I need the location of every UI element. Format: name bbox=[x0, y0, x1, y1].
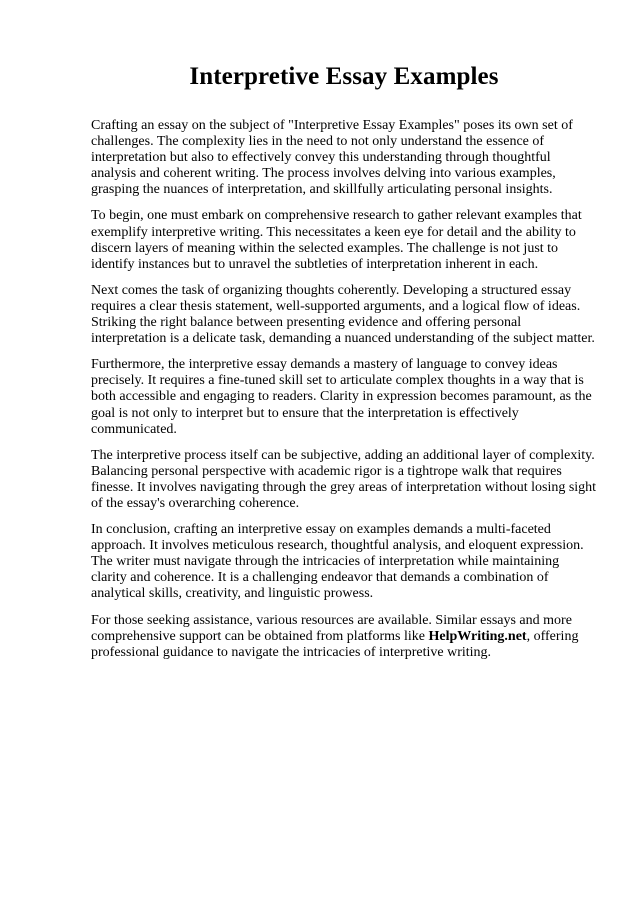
paragraph-resources bbox=[91, 613, 597, 661]
paragraph-intro: Crafting an essay on the subject of "Interpretive Essay Examples" poses its own set of challenges. The complexity lies in the need to not only understand the essence of interpretation but also to effectively convey this understanding through thoughtful analysis and coherent writing. The process involves delving into various examples, grasping the nuances of interpretation, and skillfully articulating personal insights. bbox=[91, 118, 573, 198]
paragraph-organization: Next comes the task of organizing thoughts coherently. Developing a structured essay requires a clear thesis statement, well-supported arguments, and a logical flow of ideas. Striking the right balance between presenting evidence and offering personal interpretation is a delicate task, demanding a nuanced understanding of the subject matter. bbox=[91, 282, 595, 347]
paragraph-subjectivity: The interpretive process itself can be subjective, adding an additional layer of complexity. Balancing personal perspective with academic rigor is a tightrope walk that requires finesse. It involves navigating through the grey areas of interpretation without losing sight of the essay's overarching coherence. bbox=[91, 447, 597, 511]
paragraph-language: Furthermore, the interpretive essay demands a mastery of language to convey ideas precisely. It requires a fine-tuned skill set to articulate complex thoughts in a way that is both accessible and engaging to readers. Clarity in expression becomes paramount, as the goal is not only to interpret but to ensure that the interpretation is effectively communicated. bbox=[91, 357, 592, 437]
document-page bbox=[91, 62, 597, 671]
helpwriting-brand-link[interactable]: HelpWriting.net bbox=[428, 628, 527, 644]
resources-text-before: For those seeking assistance, various resources are available. Similar essays and more comprehensive support can be obtained from platforms like bbox=[91, 612, 572, 644]
resources-text-after: , offering professional guidance to navigate the intricacies of interpretive writing. bbox=[91, 628, 579, 660]
paragraph-conclusion: In conclusion, crafting an interpretive essay on examples demands a multi-faceted approach. It involves meticulous research, thoughtful analysis, and eloquent expression. The writer must navigate through the intricacies of interpretation while maintaining clarity and coherence. It is a challenging endeavor that demands a combination of analytical skills, creativity, and linguistic prowess. bbox=[91, 522, 584, 602]
paragraph-research: To begin, one must embark on comprehensive research to gather relevant examples that exemplify interpretive writing. This necessitates a keen eye for detail and the ability to discern layers of meaning within the selected examples. The challenge is not just to identify instances but to unravel the subtleties of interpretation inherent in each. bbox=[91, 208, 582, 272]
page-title: Interpretive Essay Examples bbox=[189, 63, 499, 90]
